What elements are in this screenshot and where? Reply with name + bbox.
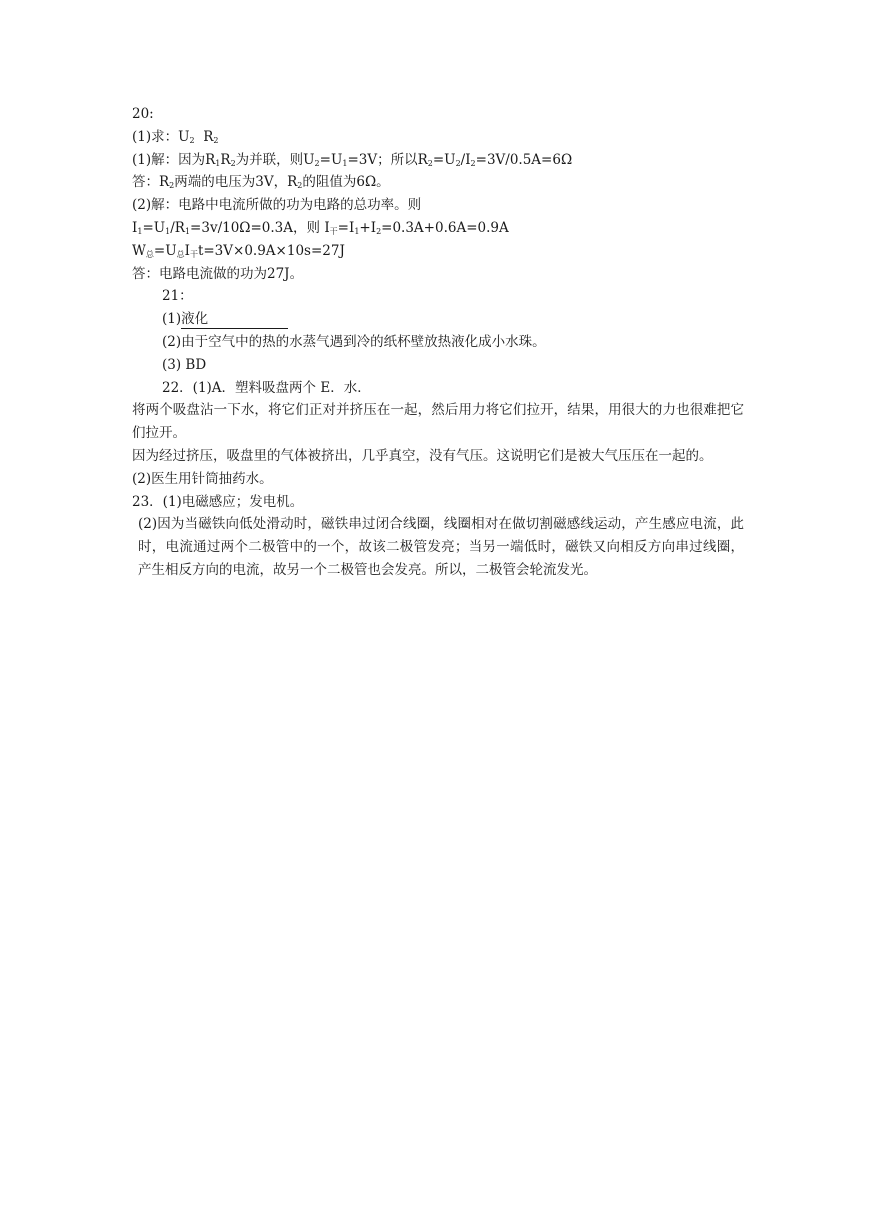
q20-sol1-r1: R xyxy=(205,151,216,168)
q22-paragraph2: 因为经过挤压，吸盘里的气体被挤出，几乎真空，没有气压。这说明它们是被大气压压在一起的。 xyxy=(132,447,713,464)
q20-calc1-i1b-sub: 1 xyxy=(354,226,360,236)
q20-answer1-line xyxy=(132,171,744,194)
q21-part1-line xyxy=(132,308,744,331)
q20-calc2-zong2-sub: 总 xyxy=(176,249,185,259)
q21-part1-answer: 液化 xyxy=(181,310,288,329)
q20-calc1-r1-sub: 1 xyxy=(184,226,191,236)
q20-ans1-end: 的阻值为6Ω。 xyxy=(302,174,390,191)
q20-calc1-b: /R xyxy=(170,219,185,236)
q20-ans1-prefix: 答：R xyxy=(132,174,170,191)
q20-sol1-r2-sub: 2 xyxy=(230,158,236,168)
q20-calc2-a: =U xyxy=(153,242,177,259)
q20-sol1-r2b: R xyxy=(417,151,428,168)
q22-paragraph1: 将两个吸盘沾一下水，将它们正对并挤压在一起，然后用力将它们拉开，结果，用很大的力也很难把它们拉开。 xyxy=(132,402,744,442)
q20-solution2-line: (2)解：电路中电流所做的功为电路的总功率。则 xyxy=(132,197,422,214)
q20-find-prefix: (1)求： xyxy=(132,128,179,145)
q21-number: 21： xyxy=(162,288,193,305)
q20-calc1-line xyxy=(132,217,744,240)
q20-find-r-sub: 2 xyxy=(213,135,219,145)
q20-calc2-line xyxy=(132,240,744,263)
q20-find-line xyxy=(132,126,744,149)
q20-calc1-gan-sub: 干 xyxy=(329,226,338,236)
q20-sol1-i2-sub: 2 xyxy=(470,158,476,168)
q20-answer2-line: 答：电路电流做的功为27J。 xyxy=(132,265,304,282)
q20-find-r: R xyxy=(203,128,214,145)
q21-part3-line: (3) BD xyxy=(162,356,207,373)
q20-calc1-i1-sub: 1 xyxy=(137,226,143,236)
q20-sol1-eq1: =U xyxy=(319,151,343,168)
q20-sol1-u1-sub: 1 xyxy=(342,158,348,168)
q20-sol1-prefix: (1)解：因为 xyxy=(132,151,206,168)
q20-calc2-zong-sub: 总 xyxy=(145,249,154,259)
answer-content xyxy=(132,103,744,582)
q20-sol1-r1-sub: 1 xyxy=(215,158,221,168)
q22-header: 22．(1)A．塑料吸盘两个 E．水． xyxy=(162,379,371,396)
q20-sol1-eq2: =U xyxy=(432,151,456,168)
q20-ans1-r2-sub: 2 xyxy=(169,181,175,191)
q20-sol1-div: /I xyxy=(460,151,471,168)
q20-calc1-e: +I xyxy=(359,219,377,236)
q20-calc2-c: t=3V×0.9A×10s=27J xyxy=(197,242,345,259)
q23-paragraph: (2)因为当磁铁向低处滑动时，磁铁串过闭合线圈，线圈相对在做切割磁感线运动，产生感应电流，此时，电流通过两个二极管中的一个，故该二极管发亮；当另一端低时，磁铁又向相反方向串过线圈，产生相反方向的电流，故另一个二极管也会发亮。所以，二极管会轮流发光。 xyxy=(138,516,744,578)
q20-solution1-line xyxy=(132,149,744,172)
q20-calc1-i2-sub: 2 xyxy=(376,226,382,236)
q20-find-u-sub: 2 xyxy=(189,135,195,145)
q21-part1-prefix: (1) xyxy=(162,311,182,328)
q20-ans1-r2b-sub: 2 xyxy=(297,181,303,191)
q20-sol1-mid1: 为并联，则 xyxy=(235,151,304,168)
q20-number: 20: xyxy=(132,106,154,122)
q20-calc1-d: =I xyxy=(337,219,355,236)
q20-sol1-mid2: =3V；所以 xyxy=(347,151,418,168)
q20-calc1-c: =3v/10Ω=0.3A，则 I xyxy=(190,219,330,236)
q20-sol1-u2b-sub: 2 xyxy=(455,158,461,168)
q20-ans1-mid: 两端的电压为3V，R xyxy=(174,174,298,191)
q20-sol1-r2: R xyxy=(220,151,231,168)
q20-calc1-u1-sub: 1 xyxy=(165,226,171,236)
q20-calc2-w: W xyxy=(132,242,146,259)
q22-part2-line: (2)医生用针筒抽药水。 xyxy=(132,470,273,487)
q20-calc2-gan-sub: 干 xyxy=(189,249,198,259)
q21-part2-line: (2)由于空气中的热的水蒸气遇到冷的纸杯壁放热液化成小水珠。 xyxy=(162,333,546,350)
q20-calc1-a: =U xyxy=(142,219,166,236)
q23-header: 23．(1)电磁感应；发电机。 xyxy=(132,493,304,510)
q20-sol1-u2-sub: 2 xyxy=(314,158,320,168)
q20-find-u: U xyxy=(178,128,190,145)
q20-sol1-r2b-sub: 2 xyxy=(427,158,433,168)
q20-calc2-b: I xyxy=(184,242,190,259)
q20-calc1-i: I xyxy=(132,219,138,236)
q20-calc1-f: =0.3A+0.6A=0.9A xyxy=(381,219,509,236)
q20-sol1-u2: U xyxy=(303,151,315,168)
q20-sol1-result: =3V/0.5A=6Ω xyxy=(475,151,573,168)
